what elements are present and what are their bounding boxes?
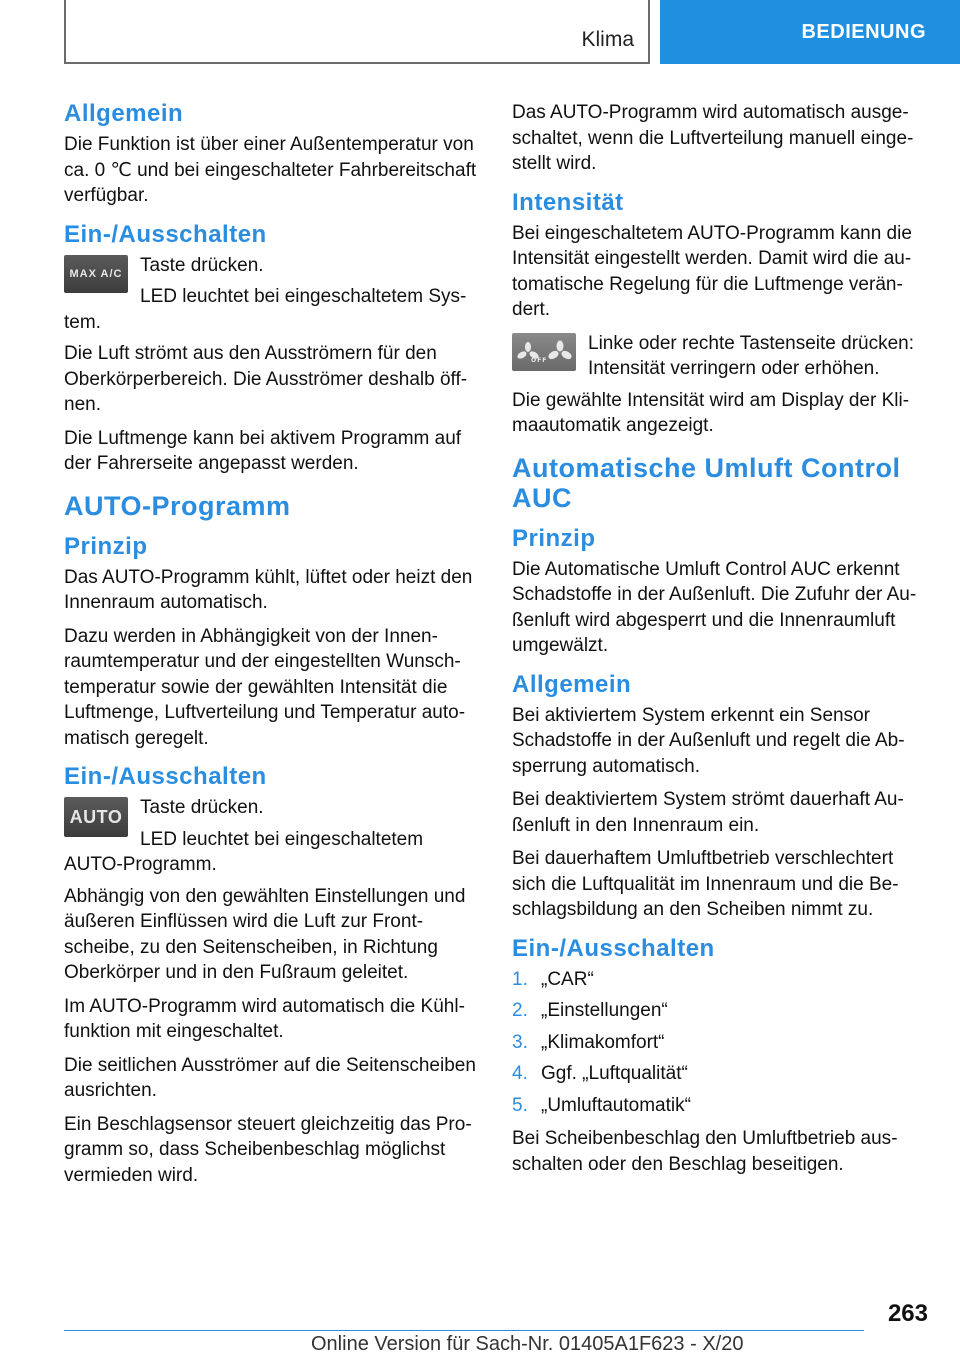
paragraph: Ein Beschlagsensor steuert gleichzeitig das Programm so, dass Scheibenbeschlag möglichst vermieden wird. [64,1113,472,1186]
paragraph: LED leuchtet bei eingeschaltetem System. [64,286,467,333]
paragraph: Das AUTO-Programm wird automatisch ausgeschaltet, wenn die Luftverteilung manuell eingestellt wird. [512,102,914,174]
paragraph: Abhängig von den gewählten Einstellungen und äußeren Einflüssen wird die Luft zur Frontscheibe, zu den Seitenscheiben, in Richtung Oberkörper und in den Fußraum geleitet. [64,885,466,983]
list-item [512,998,930,1024]
svg-text:OFF: OFF [531,356,548,364]
step-number: 1. [512,968,528,990]
heading-ein-ausschalten: Ein-/Ausschalten [512,934,715,962]
step-text: „CAR“ [541,968,594,990]
auto-button-icon [64,797,128,837]
footer-version-text: Online Version für Sach-Nr. 01405A1F623 - X/20 [311,1333,744,1355]
list-item [512,967,930,993]
step-number: 4. [512,1063,528,1084]
paragraph: Dazu werden in Abhängigkeit von der Innenraumtemperatur und der eingestellten Wunschtemperatur sowie der gewählten Intensität die Luftmenge, Luftverteilung und Temperatur automatisch geregelt. [64,625,466,749]
paragraph: Linke oder rechte Tastenseite drücken: Intensität verringern oder erhöhen. [588,332,915,379]
max-ac-label: MAX A/C [69,267,123,280]
fan-intensity-button-icon [512,333,576,371]
fan-on-icon [549,341,571,363]
paragraph: Bei aktiviertem System erkennt ein Sensor Schadstoffe in der Außenluft und regelt die Absperrung automatisch. [512,704,905,777]
paragraph: Bei dauerhaftem Umluftbetrieb verschlechtert sich die Luftqualität im Innenraum und die Beschlagsbildung an den Scheiben nimmt zu. [512,848,899,920]
icon-instruction [64,253,482,336]
header-chapter-label: BEDIENUNG [801,20,926,43]
heading-prinzip: Prinzip [64,532,148,560]
list-item [512,1093,930,1119]
icon-instruction [64,795,482,878]
step-text: „Klimakomfort“ [541,1031,665,1053]
paragraph: Das AUTO-Programm kühlt, lüftet oder heizt den Innenraum automatisch. [64,566,473,613]
paragraph: Bei deaktiviertem System strömt dauerhaft Außenluft in den Innenraum ein. [512,789,904,836]
paragraph: Die gewählte Intensität wird am Display der Klimaautomatik angezeigt. [512,389,910,436]
paragraph: Taste drücken. [140,797,264,818]
paragraph: Im AUTO-Programm wird automatisch die Kühlfunktion mit eingeschaltet. [64,995,465,1042]
paragraph: Taste drücken. [140,254,264,276]
steps-list [512,967,930,1119]
step-number: 5. [512,1094,528,1116]
paragraph: Die Funktion ist über einer Außentemperatur von ca. 0 ℃ und bei eingeschalteter Fahrbereitschaft verfügbar. [64,134,477,206]
max-ac-button-icon [64,255,128,293]
footer-divider [64,1330,864,1331]
step-text: „Umluftautomatik“ [541,1094,691,1116]
heading-auto-programm: AUTO-Programm [64,490,291,521]
right-column [512,100,930,1185]
header-section-title: Klima [581,28,634,51]
paragraph: Bei Scheibenbeschlag den Umluftbetrieb ausschalten oder den Beschlag beseitigen. [512,1128,898,1175]
heading-prinzip: Prinzip [512,524,596,552]
paragraph: Die Luftmenge kann bei aktivem Programm auf der Fahrerseite angepasst werden. [64,427,462,474]
step-text: Ggf. „Luftqualität“ [541,1063,688,1084]
heading-ein-ausschalten: Ein-/Ausschalten [64,763,267,790]
fan-off-icon [517,342,548,364]
paragraph: Die Automatische Umluft Control AUC erkennt Schadstoffe in der Außenluft. Die Zufuhr der Außenluft wird abgesperrt und die Innenraumluft umgewälzt. [512,558,917,656]
heading-ein-ausschalten: Ein-/Ausschalten [64,220,267,248]
list-item [512,1030,930,1056]
left-column [64,100,482,1196]
paragraph: Die Luft strömt aus den Ausströmern für den Oberkörperbereich. Die Ausströmer deshalb öffnen. [64,343,468,415]
heading-intensitaet: Intensität [512,188,624,216]
paragraph: Die seitlichen Ausströmer auf die Seitenscheiben ausrichten. [64,1054,476,1101]
step-number: 2. [512,1000,528,1021]
icon-instruction [512,331,930,382]
paragraph: LED leuchtet bei eingeschaltetem AUTO-Programm. [64,828,424,875]
step-number: 3. [512,1031,528,1053]
page-number: 263 [887,1300,928,1327]
header-box [64,0,650,64]
auto-label: AUTO [69,806,123,827]
heading-allgemein: Allgemein [512,670,632,698]
step-text: „Einstellungen“ [541,1000,668,1021]
heading-allgemein: Allgemein [64,100,184,127]
heading-auc: Automatische Umluft Control AUC [512,452,901,513]
header-chapter-tab [660,0,960,64]
paragraph: Bei eingeschaltetem AUTO-Programm kann die Intensität eingestellt werden. Damit wird die automatische Regelung für die Luftmenge verändert. [512,222,912,320]
list-item [512,1061,930,1087]
